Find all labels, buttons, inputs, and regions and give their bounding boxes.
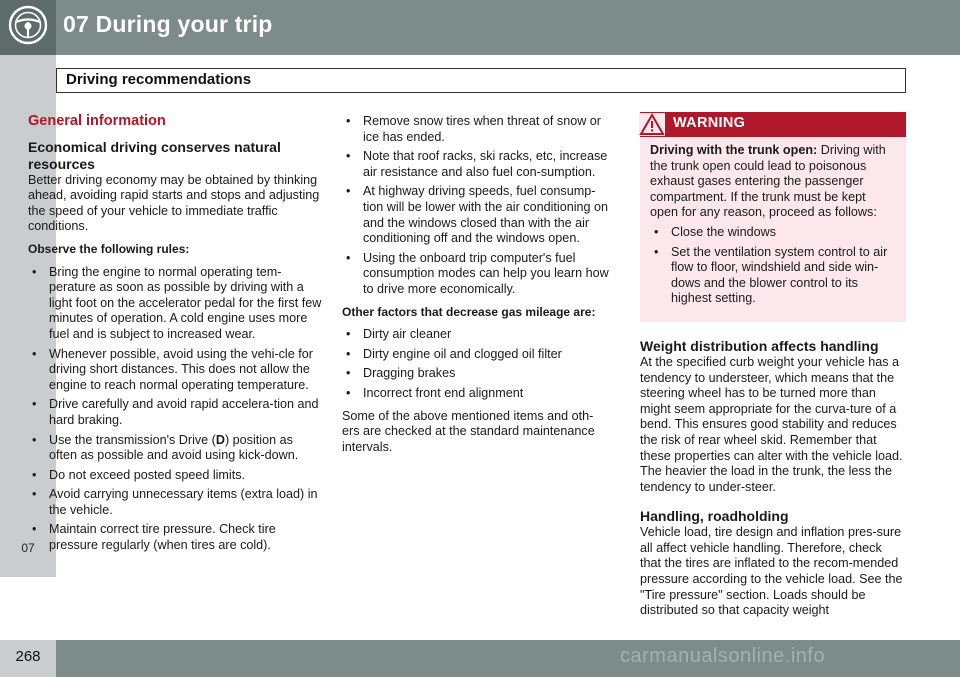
general-information-heading: General information xyxy=(28,113,166,129)
column-2 xyxy=(342,114,610,462)
column-1 xyxy=(28,112,324,561)
list-item: • Note that roof racks, ski racks, etc, increase air resistance and also fuel con-sumption. xyxy=(342,149,610,180)
list-item: • Do not exceed posted speed limits. xyxy=(28,468,324,484)
weight-distribution-paragraph: At the specified curb weight your vehicle has a tendency to understeer, which means that the steering wheel has to be turned more than might seem appropriate for the curva-ture of a bend. This ensures good stability and reduces the risk of rear wheel skid. Remember that these properties can alter with the vehicle load. The heavier the load in the trunk, the less the tendency to under-steer. xyxy=(640,354,903,494)
watermark: carmanualsonline.info xyxy=(620,645,826,667)
section-bar xyxy=(56,68,906,93)
steering-wheel-icon xyxy=(8,5,48,45)
economical-driving-heading: Economical driving conserves natural resources xyxy=(28,138,281,172)
list-item: • Dragging brakes xyxy=(342,366,610,382)
page-number: 268 xyxy=(15,648,41,665)
list-item: • Bring the engine to normal operating tem-perature as soon as possible by driving with a light foot on the accelerator pedal for the first few minutes of operation. A cold engine uses more fuel and is subject to increased wear. xyxy=(28,265,324,343)
drive-position-letter: D xyxy=(215,432,225,447)
list-item xyxy=(28,433,324,464)
handling-paragraph: Vehicle load, tire design and inflation pres-sure all affect vehicle handling. Therefore, check that the tires are inflated to the recom-mended pressure according to the vehicle load. See the "Tire pressure" section. Loads should be distributed so that capacity weight xyxy=(640,525,903,618)
column-3 xyxy=(640,112,906,626)
list-item: • Using the onboard trip computer's fuel consumption modes can help you learn how to drive more economically. xyxy=(342,251,610,298)
warning-box xyxy=(640,112,906,322)
drive-rule-after: ) position as often as possible and avoid using kick-down. xyxy=(49,432,299,463)
list-item: • Drive carefully and avoid rapid accelera-tion and hard braking. xyxy=(28,397,324,428)
rules-lead: Observe the following rules: xyxy=(28,241,190,256)
section-title: Driving recommendations xyxy=(66,71,252,88)
drive-rule-before: Use the transmission's Drive ( xyxy=(49,432,216,447)
weight-distribution-heading: Weight distribution affects handling xyxy=(640,337,879,354)
warning-icon-box xyxy=(639,113,665,136)
rules-list xyxy=(28,265,324,554)
warning-text: Driving with the trunk open could lead to poisonous exhaust gases entering the passenger compartment. If the trunk must be kept open for any reason, proceed as follows: xyxy=(650,143,886,220)
warning-header xyxy=(640,112,906,137)
list-item: • Incorrect front end alignment xyxy=(342,386,610,402)
chapter-title: 07 During your trip xyxy=(63,11,273,37)
list-item: • Set the ventilation system control to air flow to floor, windshield and side win-dows and the blower control to its highest setting. xyxy=(650,245,896,307)
logo-box xyxy=(0,0,56,55)
warning-list xyxy=(650,225,896,307)
list-item: • Dirty air cleaner xyxy=(342,327,610,343)
warning-triangle-icon xyxy=(639,113,665,136)
factors-lead: Other factors that decrease gas mileage are: xyxy=(342,304,596,319)
list-item: • Close the windows xyxy=(650,225,896,241)
intro-paragraph: Better driving economy may be obtained by thinking ahead, avoiding rapid starts and stops and adjusting the speed of your vehicle to immediate traffic conditions. xyxy=(28,172,320,234)
warning-label: WARNING xyxy=(673,115,746,131)
warning-body xyxy=(640,137,906,307)
factors-list xyxy=(342,327,610,401)
chapter-tab-label: 07 xyxy=(21,541,35,555)
closing-paragraph: Some of the above mentioned items and oth-ers are checked at the standard maintenance intervals. xyxy=(342,408,595,454)
list-item: • Maintain correct tire pressure. Check tire pressure regularly (when tires are cold). xyxy=(28,522,324,553)
list-item: • Dirty engine oil and clogged oil filter xyxy=(342,347,610,363)
list-item: • Avoid carrying unnecessary items (extra load) in the vehicle. xyxy=(28,487,324,518)
list-item: • Remove snow tires when threat of snow or ice has ended. xyxy=(342,114,610,145)
list-item: • Whenever possible, avoid using the vehi-cle for driving short distances. This does not allow the engine to reach normal operating temperature. xyxy=(28,347,324,394)
list-item: • At highway driving speeds, fuel consump-tion will be lower with the air conditioning on and the windows closed than with the air conditioning off and the windows open. xyxy=(342,184,610,246)
handling-heading: Handling, roadholding xyxy=(640,508,789,525)
bullet-list xyxy=(342,114,610,298)
warning-lead: Driving with the trunk open: xyxy=(650,143,818,157)
